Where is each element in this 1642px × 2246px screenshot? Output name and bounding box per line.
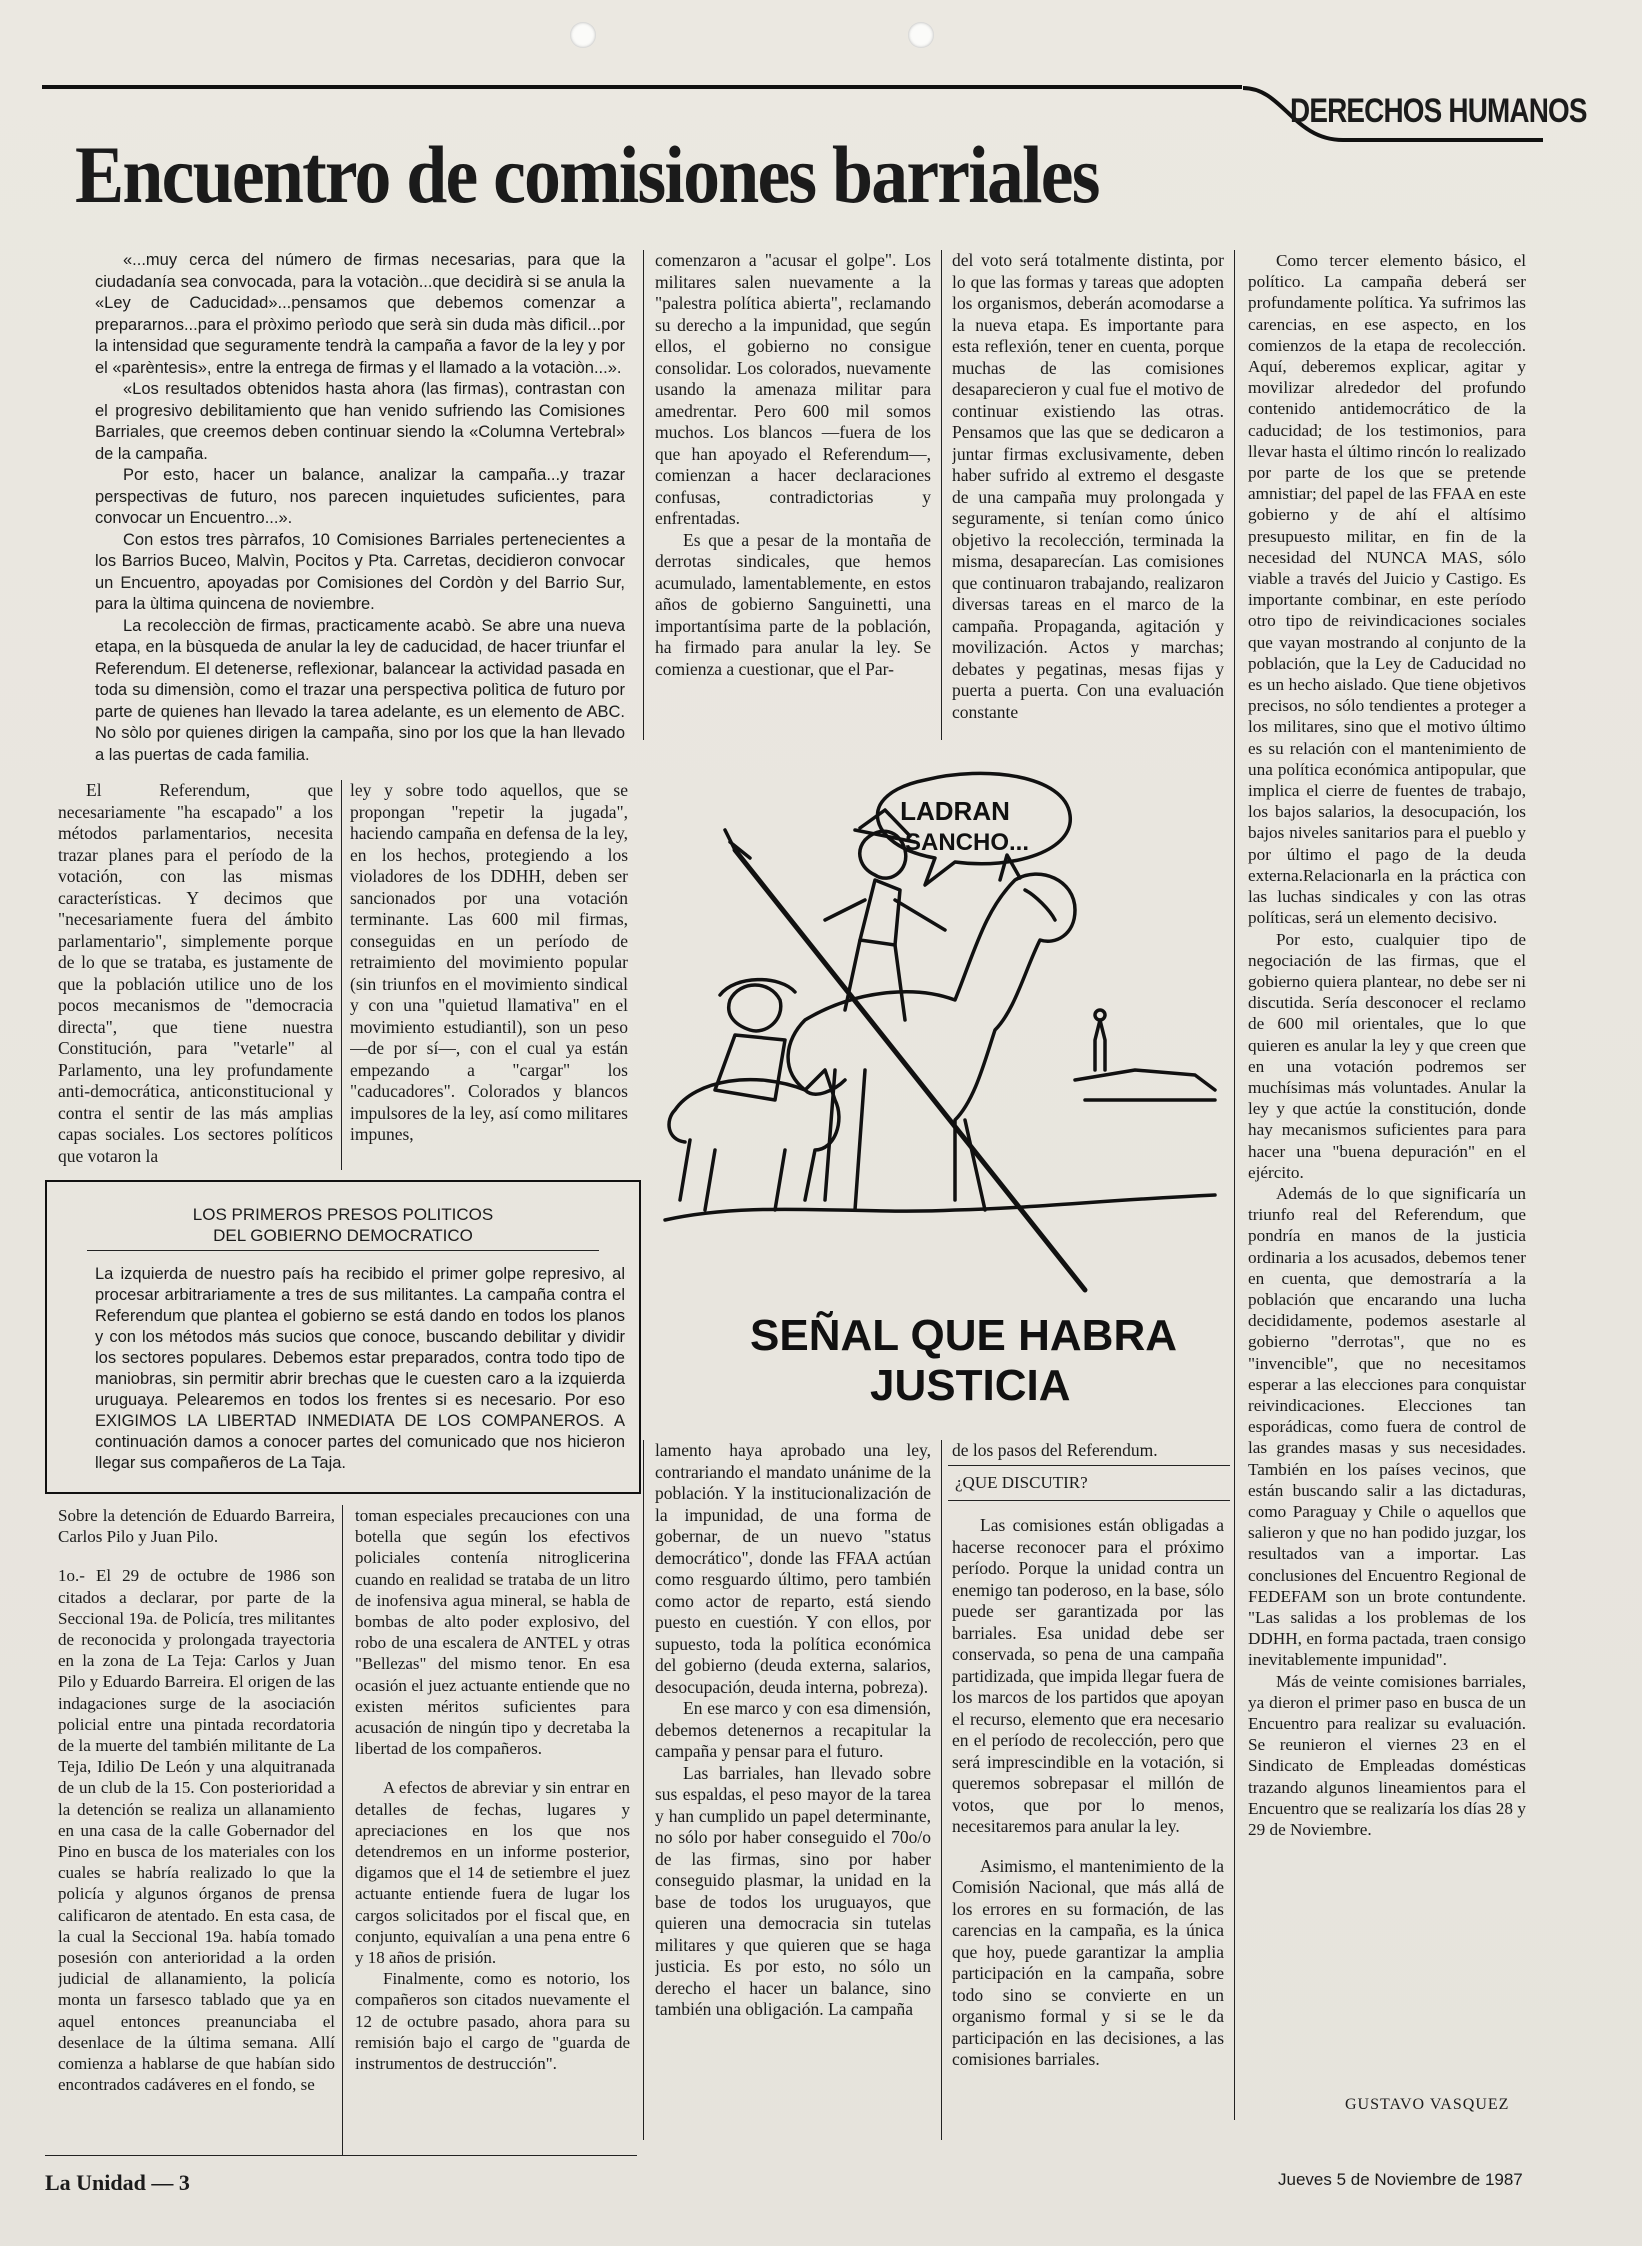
article-column-b [350, 780, 628, 1175]
intro-paragraph: «Los resultados obtenidos hasta ahora (las firmas), contrastan con el progresivo debilitamiento que han venido sufriendo las Comisiones Barriales, que creemos deben continuar siendo la «Columna Vertebral» de la campaña. [95, 380, 625, 463]
lance [735, 850, 1085, 1290]
column-divider [643, 250, 644, 740]
box-column-2 [355, 1505, 630, 2145]
column-text: Las barriales, han llevado sobre sus espaldas, el peso mayor de la tarea y han cumplido un papel determinante, no sólo por haber conseguido el 70o/o de las firmas, sino por haber conseguido plasmar, la unidad en la base de todos los uruguayos, que quieren una democracia sin tutelas militares y que quieren que se haga justicia. Es por esto, no sólo un derecho el hacer un balance, sino también una obligación. La campaña [655, 1762, 931, 2019]
intro-paragraph: La recolecciòn de firmas, practicamente acabò. Se abre una nueva etapa, en la bùsqueda de anular la ley de caducidad, de hacer triunfar el Referendum. El detenerse, reflexionar, balancear la actividad pasada en toda su dimensiòn, como el trazar una perspectiva polìtica de futuro por parte de quienes han llevado la tarea adelante, es un elemento de ABC. No sòlo por quienes dirigen la campaña, sino por los que la han llevado a las puertas de cada familia. [95, 616, 625, 764]
subhead-rule [948, 1465, 1230, 1466]
footer-date: Jueves 5 de Noviembre de 1987 [1278, 2170, 1523, 2189]
column-text: 1o.- El 29 de octubre de 1986 son citados a declarar, por parte de la Seccional 19a. de Policía, tres militantes de reconocida y prolongada trayectoria en la zona de La Teja: Carlos y Juan Pilo y Eduardo Barreira. El origen de las indagaciones surge de la asociación policial entre una pintada recordatoria de la muerte del también militante de La Teja, Idilio De León y una alquitranada de un club de la 15. Con posterioridad a la detención se realiza un allanamiento en una casa de la calle Gobernador del Pino en busca de los materiales con los cuales se habría realizado lo que la policía y algunos órganos de prensa calificaron de atentado. En esta casa, de la cual la Seccional 19a. había tomado posesión con anterioridad a la orden judicial de allanamiento, la policía monta un farsesco tablado que ya en aquel entonces preanunciaba el desenlace de la última semana. Allí comienza a hablarse de que habían sido encontrados cadáveres en el fondo, se [58, 1566, 335, 2095]
column-divider [941, 1440, 942, 2140]
footer-publication: La Unidad — 3 [45, 2170, 190, 2195]
column-text: Además de lo que significaría un triunfo real del Referendum, que pondría en manos de la justicia ordinaria a los acusados, debemos tener en cuenta, que demostraría a la población que encarando una lucha decididamente, podemos asestarle al gobierno "derrotas", que no es "invencible", que no necesitamos esperar a las elecciones para conquistar reivindicaciones. Elecciones tan esporádicas, como fuera de control de las grandes masas y sus necesidades. También en los países vecinos, que están buscando salir a las dictaduras, como Paraguay y Chile o aquellos que salieron y que no han podido juzgar, los resultados van a importar. Las conclusiones del Encuentro Regional de FEDEFAM son un brote contundente. "Las salidas a los problemas de los DDHH, en forma pactada, traen consigo inevitablemente impunidad". [1248, 1183, 1526, 1670]
subhead-rule [948, 1500, 1230, 1501]
column-divider [643, 1440, 644, 2140]
box-rule [87, 1250, 599, 1251]
column-text: A efectos de abreviar y sin entrar en detalles de fechas, lugares y apreciaciones en los que nos detendremos en un informe posterior, digamos que el 14 de setiembre el juez actuante entiende fuera de lugar los cargos solicitados por el fiscal que, en conjunto, equivalían a una pena entre 6 y 18 años de prisión. [355, 1778, 630, 1968]
column-text: lamento haya aprobado una ley, contrariando el mandato unánime de la población. Y la institucionalización de la impunidad, de una forma de gobernar, de un nuevo "status democrático", donde las FFAA actúan como resguardo último, pero también como actor de reparto, está siendo puesto en cuestión. Y con ellos, por supuesto, toda la política económica del gobierno (deuda externa, salarios, desocupación, deuda interna, pobreza). [655, 1440, 931, 1697]
political-prisoners-box [45, 1180, 641, 1494]
column-divider [941, 250, 942, 740]
intro-paragraph: «...muy cerca del número de firmas necesarias, para que la ciudadanía sea convocada, para la votaciòn...que decidirà si se anula la «Ley de Caducidad»...pensamos que debemos comenzar a prepararnos...para el pròximo perìodo que serà sin duda màs difìcil...por la intensidad que seguramente tendrà la campaña a favor de la ley y por el «parèntesis», entre la entrega de firmas y el llamado a la votaciòn...». [95, 251, 625, 377]
punch-hole [570, 22, 596, 48]
speech-line-2: SANCHO... [904, 829, 1030, 856]
village [1075, 1020, 1215, 1100]
column-text: de los pasos del Referendum. [952, 1440, 1158, 1460]
intro-paragraph: Con estos tres pàrrafos, 10 Comisiones Barriales pertenecientes a los Barrios Buceo, Malvìn, Pocitos y Pta. Carretas, decidieron convocar un Encuentro, apoyadas por Comisiones del Cordòn y del Barrio Sur, para la ùltima quincena de noviembre. [95, 530, 625, 613]
author-signature: GUSTAVO VASQUEZ [1345, 2096, 1510, 2113]
speech-line-1: LADRAN [900, 796, 1010, 826]
donkey [669, 1070, 839, 1210]
column-text: En ese marco y con esa dimensión, debemos detenernos a recapitular la campaña y pensar para el futuro. [655, 1698, 931, 1761]
column-text: Las comisiones están obligadas a hacerse reconocer para el próximo período. Porque la unidad contra un enemigo tan poderoso, en la base, sólo puede ser garantizada por las barriales. Esa unidad debe ser conservada, so pena de una campaña partidizada, que impida llegar fuera de los marcos de los partidos que apoyan el recurso, elemento que era necesario en el período de recolección, pero que será imprescindible en la votación, si queremos sobrepasar el millón de votos, que por lo menos, necesitaremos para anular la ley. [952, 1515, 1224, 1836]
article-column-g-lead [952, 1440, 1224, 1460]
intro-paragraph: Por esto, hacer un balance, analizar la campaña...y trazar perspectivas de futuro, nos parecen inquietudes suficientes, para convocar un Encuentro...». [95, 466, 625, 527]
article-column-c [655, 250, 931, 745]
column-text: toman especiales precauciones con una botella que según los efectivos policiales contenía nitroglicerina cuando en realidad se trataba de un litro de inofensiva agua mineral, se habla de bombas de alto poder explosivo, del robo de una escalera de ANTEL y otras "Bellezas" del mismo tenor. En esa ocasión el juez actuante entiende que no existen méritos suficientes para acusación de ningún tipo y decretaba la libertad de los compañeros. [355, 1506, 630, 1759]
box-title-line: DEL GOBIERNO DEMOCRATICO [213, 1226, 473, 1245]
box-bottom-rule [45, 2155, 637, 2156]
column-divider [341, 780, 342, 1170]
section-label: DERECHOS HUMANOS [1290, 92, 1587, 130]
intro-block [95, 250, 625, 766]
headline: Encuentro de comisiones barriales [75, 129, 1099, 220]
sancho [729, 985, 781, 1031]
article-column-a [58, 780, 333, 1175]
article-column-g [952, 1515, 1224, 2135]
horse [788, 874, 1075, 1210]
column-text: El Referendum, que necesariamente "ha escapado" a los métodos parlamentarios, necesita trazar planes para el período de la votación, con las mismas características. Y decimos que "necesariamente fuera del ámbito parlamentario", simplemente porque de lo que se trataba, es justamente de que la población utilice uno de los pocos mecanismos de "democracia directa", que tiene nuestra Constitución, para "vetarle" al Parlamento, una ley profundamente anti-democrática, anticonstitucional y contra el sentir de las más amplias capas sociales. Los sectores políticos que votaron la [58, 780, 333, 1166]
column-text: Finalmente, como es notorio, los compañeros son citados nuevamente el 12 de octubre pasado, ahora para su remisión bajo el cargo de "guarda de instrumentos de destrucción". [355, 1969, 630, 2074]
don-quijote-cartoon [655, 770, 1235, 1430]
subhead: ¿QUE DISCUTIR? [955, 1473, 1088, 1492]
column-text: Como tercer elemento básico, el político. La campaña deberá ser profundamente política. Ya sufrimos las carencias, en ese aspecto, en los comienzos de la etapa de recolección. Aquí, deberemos explicar, agitar y movilizar alrededor del profundo contenido antidemocrático de la caducidad; de los testimonios, para llevar hasta el último rincón lo realizado por parte de los que se pretende amnistiar; del papel de las FFAA en este gobierno y de ahí el altísimo presupuesto militar, en fin de la necesidad del NUNCA MAS, sólo viable a través del Juicio y Castigo. Es importante combinar, en este período otro tipo de reivindicaciones sociales que vayan mostrando al conjunto de la población, que la Ley de Caducidad no es un hecho aislado. Que tiene objetivos precisos, no sólo tendientes a proteger a los militares, sino que el motivo último es su relación con el mantenimiento de una política económica antipopular, que implica el cierre de fuentes de trabajo, los bajos salarios, la desocupación, los bajos niveles sanitarios para el pueblo y por último el pago de la deuda externa.Relacionarla en la práctica con las luchas sindicales y con las otras políticas, será un elemento decisivo. [1248, 251, 1526, 928]
column-divider [342, 1505, 343, 2155]
column-text: Sobre la detención de Eduardo Barreira, Carlos Pilo y Juan Pilo. [58, 1506, 335, 1547]
column-text: del voto será totalmente distinta, por lo que las formas y tareas que adopten los organismos, deberán acomodarse a la nueva etapa. Es importante para esta reflexión, tener en cuenta, porque muchas de las comisiones desaparecieron y cual fue el motivo de continuar existiendo las otras. Pensamos que las que se dedicaron a juntar firmas exclusivamente, deben haber sufrido al extremo el desgaste de una campaña muy prolongada y seguramente, si tenían como único objetivo la recolección, terminada la misma, desaparecían. Las comisiones que continuaron trabajando, realizaron diversas tareas en el marco de la campaña. Propaganda, agitación y movilización. Actos y marchas; debates y pegatinas, mesas fijas y puerta a puerta. Con una evaluación constante [952, 250, 1224, 722]
column-text: Es que a pesar de la montaña de derrotas sindicales, que hemos acumulado, lamentablemente, en estos años de gobierno Sanguinetti, una importantísima parte de la población, ha firmado para anular la ley. Se comienza a cuestionar, que el Par- [655, 529, 931, 679]
punch-hole [908, 22, 934, 48]
column-text: comenzaron a "acusar el golpe". Los militares salen nuevamente a la "palestra política abierta", reclamando su derecho a la impunidad, que según ellos, el gobierno no consigue consolidar. Los colorados, nuevamente usando la amenaza militar para amedrentar. Pero 600 mil somos muchos. Los blancos —fuera de los que han apoyado el Referendum—, comienzan a hacer declaraciones confusas, contradictorias y enfrentadas. [655, 250, 931, 528]
box-title [47, 1204, 639, 1246]
column-text: Asimismo, el mantenimiento de la Comisión Nacional, que más allá de los errores en su formación, de las carencias en la campaña, es la única que hoy, puede garantizar la amplia participación en la campaña, sobre todo sino se convierte en un organismo formal y si se le da participación en las decisiones, a las comisiones barriales. [952, 1855, 1224, 2069]
column-text: Por esto, cualquier tipo de negociación de las firmas, que el gobierno quiera plantear, no debe ser ni discutida. Sería desconocer el reclamo de 600 mil orientales, que lo que quieren es anular la ley y que creen que en una votación podremos ser muchísimas más voluntades. Anular la ley y que actúe la constitución, donde hay mecanismos suficientes para para hacer una "buena depuración" en el ejército. [1248, 929, 1526, 1182]
column-text: Más de veinte comisiones barriales, ya dieron el primer paso en busca de un Encuentro para realizar su evaluación. Se reunieron el viernes 23 en el Sindicato de Empleadas domésticas trazando algunos lineamientos para el Encuentro que se realizaría los días 28 y 29 de Noviembre. [1248, 1671, 1526, 1840]
box-text: La izquierda de nuestro país ha recibido el primer golpe represivo, al procesar arbitrariamente a tres de sus militantes. La campaña contra el Referendum que plantea el gobierno se está dando en todos los planos y con los métodos más sucios que conoce, buscando debilitar y dividir los sectores populares. Debemos estar preparados, contra todo tipo de maniobras, sin permitir abrir brechas que le cuesten caro a la izquierda uruguaya. Pelearemos en todos los frentes si es necesario. Por eso EXIGIMOS LA LIBERTAD INMEDIATA DE LOS COMPANEROS. A continuación damos a conocer partes del comunicado que nos hicieron llegar sus compañeros de La Taja. [95, 1265, 625, 1472]
article-column-f [655, 1440, 931, 2140]
column-text: ley y sobre todo aquellos, que se propongan "repetir la jugada", haciendo campaña en defensa de la ley, en los hechos, protegiendo a los violadores de los DDHH, deben ser sancionados por una votación terminante. Las 600 mil firmas, conseguidas en un período de retraimiento del movimiento popular (sin triunfos en el movimiento sindical y con una "quietud llamativa" en el movimiento estudiantil), son un peso —de por sí—, con el cual ya están empezando a "cargar" los "caducadores". Colorados y blancos impulsores de la ley, así como militares impunes, [350, 780, 628, 1144]
article-column-d [952, 250, 1224, 745]
box-column-1 [58, 1505, 335, 2145]
header-rule [42, 85, 1242, 89]
article-column-e [1248, 250, 1526, 2100]
cartoon-caption-2: JUSTICIA [870, 1361, 1071, 1410]
cartoon-caption-1: SEÑAL QUE HABRA [750, 1311, 1178, 1360]
box-title-line: LOS PRIMEROS PRESOS POLITICOS [192, 1205, 494, 1224]
